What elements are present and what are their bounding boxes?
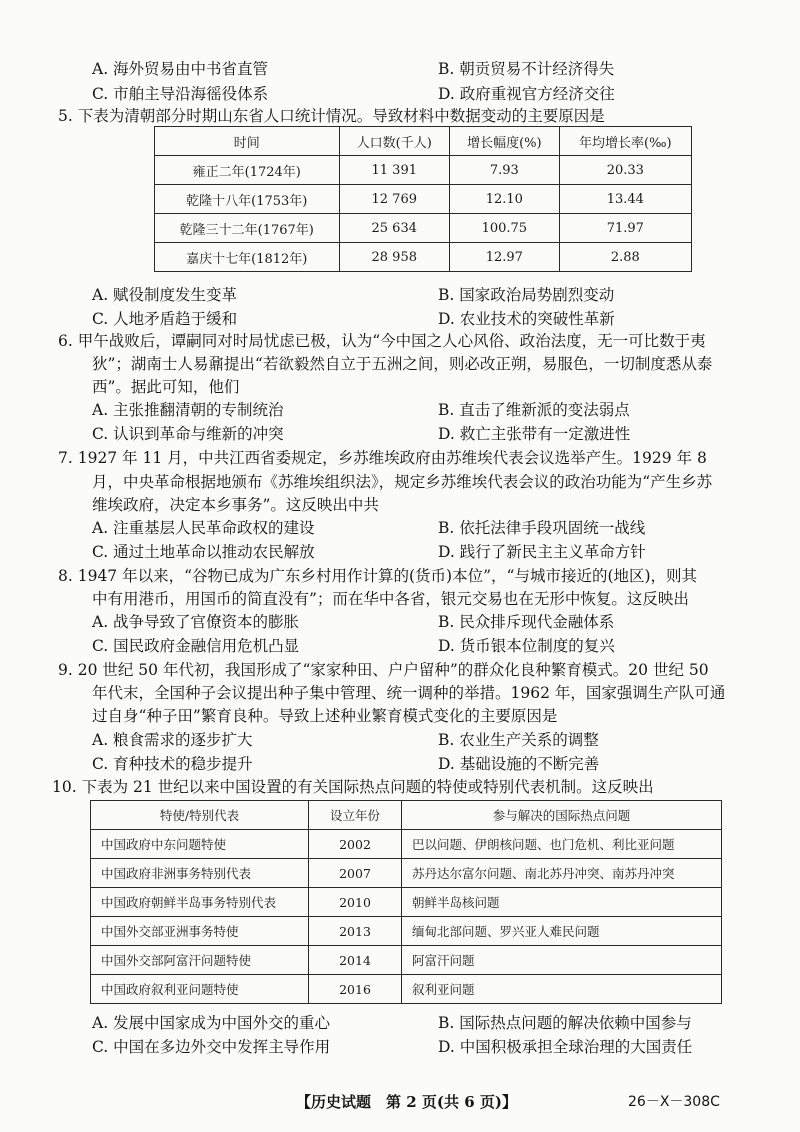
table-cell: 28 958 [339, 243, 449, 272]
q7-stem-line-3: 维埃政府，决定本乡事务”。这反映出中共 [92, 496, 379, 514]
q5-option-d: D. 农业技术的突破性革新 [438, 310, 615, 328]
q4-option-d: D. 政府重视官方经济交往 [438, 85, 615, 103]
q9-option-d: D. 基础设施的不断完善 [438, 755, 600, 773]
q6-stem-line-3: 西”。据此可知，他们 [92, 378, 240, 396]
q5-option-a: A. 赋役制度发生变革 [92, 286, 238, 304]
table-cell: 乾隆三十二年(1767年) [155, 214, 340, 243]
exam-code: 26－X－308C [628, 1094, 720, 1110]
table-header-cell: 增长幅度(%) [449, 127, 559, 156]
table-cell: 2002 [309, 830, 402, 859]
table-cell: 20.33 [559, 156, 691, 185]
page-number-label: 【历史试题 第 2 页(共 6 页)】 [296, 1093, 517, 1111]
q4-option-b: B. 朝贡贸易不计经济得失 [438, 60, 615, 78]
table-header-cell: 人口数(千人) [339, 127, 449, 156]
q8-option-c: C. 国民政府金融信用危机凸显 [92, 637, 300, 655]
q6-stem-line-1: 6. 甲午战败后，谭嗣同对时局忧虑已极，认为“今中国之人心风俗、政治法度，无一可比数于夷 [58, 332, 706, 350]
table-cell: 2014 [309, 946, 402, 975]
table-row [91, 975, 722, 1004]
table-cell: 2007 [309, 859, 402, 888]
table-cell: 2.88 [559, 243, 691, 272]
table-row [91, 946, 722, 975]
table-cell: 中国政府非洲事务特别代表 [91, 859, 309, 888]
table-cell: 缅甸北部问题、罗兴亚人难民问题 [402, 917, 722, 946]
q9-option-b: B. 农业生产关系的调整 [438, 731, 599, 749]
q6-option-c: C. 认识到革命与维新的冲突 [92, 425, 284, 443]
table-header-cell: 特使/特别代表 [91, 801, 309, 830]
table-cell: 11 391 [339, 156, 449, 185]
table-cell: 叙利亚问题 [402, 975, 722, 1004]
q5-population-table [154, 126, 692, 272]
table-row [155, 185, 692, 214]
q10-option-d: D. 中国积极承担全球治理的大国责任 [438, 1038, 693, 1056]
q7-stem-line-2: 月，中央革命根据地颁布《苏维埃组织法》，规定乡苏维埃代表会议的政治功能为“产生乡苏 [92, 473, 713, 491]
table-cell: 乾隆十八年(1753年) [155, 185, 340, 214]
q5-option-c: C. 人地矛盾趋于缓和 [92, 310, 238, 328]
table-cell: 12.97 [449, 243, 559, 272]
table-cell: 嘉庆十七年(1812年) [155, 243, 340, 272]
table-cell: 巴以问题、伊朗核问题、也门危机、利比亚问题 [402, 830, 722, 859]
q10-option-c: C. 中国在多边外交中发挥主导作用 [92, 1038, 331, 1056]
q7-option-a: A. 注重基层人民革命政权的建设 [92, 519, 315, 537]
q9-stem-line-1: 9. 20 世纪 50 年代初，我国形成了“家家种田、户户留种”的群众化良种繁育模式。20 世纪 50 [58, 661, 709, 679]
q7-option-c: C. 通过土地革命以推动农民解放 [92, 543, 315, 561]
q10-option-b: B. 国际热点问题的解决依赖中国参与 [438, 1014, 692, 1032]
table-cell: 中国外交部亚洲事务特使 [91, 917, 309, 946]
table-row [91, 859, 722, 888]
q5-option-b: B. 国家政治局势剧烈变动 [438, 286, 615, 304]
table-cell: 25 634 [339, 214, 449, 243]
q7-stem-line-1: 7. 1927 年 11 月，中共江西省委规定，乡苏维埃政府由苏维埃代表会议选举产生。1929 年 8 [58, 449, 707, 467]
table-header-cell: 参与解决的国际热点问题 [402, 801, 722, 830]
q6-stem-line-2: 狄”；湖南士人易鼐提出“若欲毅然自立于五洲之间，则必改正朔，易服色，一切制度悉从泰 [92, 355, 713, 373]
table-cell: 朝鲜半岛核问题 [402, 888, 722, 917]
q7-option-b: B. 依托法律手段巩固统一战线 [438, 519, 646, 537]
table-cell: 中国政府中东问题特使 [91, 830, 309, 859]
table-header-cell: 时间 [155, 127, 340, 156]
table-cell: 7.93 [449, 156, 559, 185]
table-cell: 100.75 [449, 214, 559, 243]
q4-option-c: C. 市舶主导沿海徭役体系 [92, 85, 269, 103]
table-cell: 中国政府叙利亚问题特使 [91, 975, 309, 1004]
table-cell: 阿富汗问题 [402, 946, 722, 975]
q9-option-c: C. 育种技术的稳步提升 [92, 755, 253, 773]
table-row [91, 888, 722, 917]
q8-option-a: A. 战争导致了官僚资本的膨胀 [92, 613, 300, 631]
table-header-row [91, 801, 722, 830]
q6-option-a: A. 主张推翻清朝的专制统治 [92, 401, 284, 419]
table-cell: 中国政府朝鲜半岛事务特别代表 [91, 888, 309, 917]
table-cell: 苏丹达尔富尔问题、南北苏丹冲突、南苏丹冲突 [402, 859, 722, 888]
q8-stem-line-2: 中有用港币，用国币的简直没有”；而在华中各省，银元交易也在无形中恢复。这反映出 [92, 590, 689, 608]
table-header-row [155, 127, 692, 156]
q7-option-d: D. 践行了新民主主义革命方针 [438, 543, 646, 561]
q10-envoy-table [90, 800, 722, 1004]
table-cell: 雍正二年(1724年) [155, 156, 340, 185]
table-header-cell: 设立年份 [309, 801, 402, 830]
table-cell: 71.97 [559, 214, 691, 243]
table-cell: 2010 [309, 888, 402, 917]
q10-option-a: A. 发展中国家成为中国外交的重心 [92, 1014, 331, 1032]
table-header-cell: 年均增长率(‰) [559, 127, 691, 156]
q8-option-d: D. 货币银本位制度的复兴 [438, 637, 615, 655]
q10-stem: 10. 下表为 21 世纪以来中国设置的有关国际热点问题的特使或特别代表机制。这反映出 [52, 778, 654, 796]
q4-option-a: A. 海外贸易由中书省直管 [92, 60, 269, 78]
q9-stem-line-2: 年代末，全国种子会议提出种子集中管理、统一调种的举措。1962 年，国家强调生产队可通 [92, 684, 726, 702]
table-cell: 2013 [309, 917, 402, 946]
table-cell: 12 769 [339, 185, 449, 214]
table-cell: 12.10 [449, 185, 559, 214]
table-row [155, 243, 692, 272]
q8-stem-line-1: 8. 1947 年以来，“谷物已成为广东乡村用作计算的(货币)本位”，“与城市接近的(地区)，则其 [58, 567, 698, 585]
table-cell: 13.44 [559, 185, 691, 214]
table-row [155, 214, 692, 243]
table-cell: 2016 [309, 975, 402, 1004]
q9-stem-line-3: 过自身“种子田”繁育良种。导致上述种业繁育模式变化的主要原因是 [92, 707, 558, 725]
q8-option-b: B. 民众排斥现代金融体系 [438, 613, 615, 631]
q9-option-a: A. 粮食需求的逐步扩大 [92, 731, 253, 749]
q5-stem: 5. 下表为清朝部分时期山东省人口统计情况。导致材料中数据变动的主要原因是 [58, 107, 605, 125]
table-cell: 中国外交部阿富汗问题特使 [91, 946, 309, 975]
table-row [91, 830, 722, 859]
table-row [91, 917, 722, 946]
table-row [155, 156, 692, 185]
q6-option-b: B. 直击了维新派的变法弱点 [438, 401, 630, 419]
q6-option-d: D. 救亡主张带有一定激进性 [438, 425, 631, 443]
